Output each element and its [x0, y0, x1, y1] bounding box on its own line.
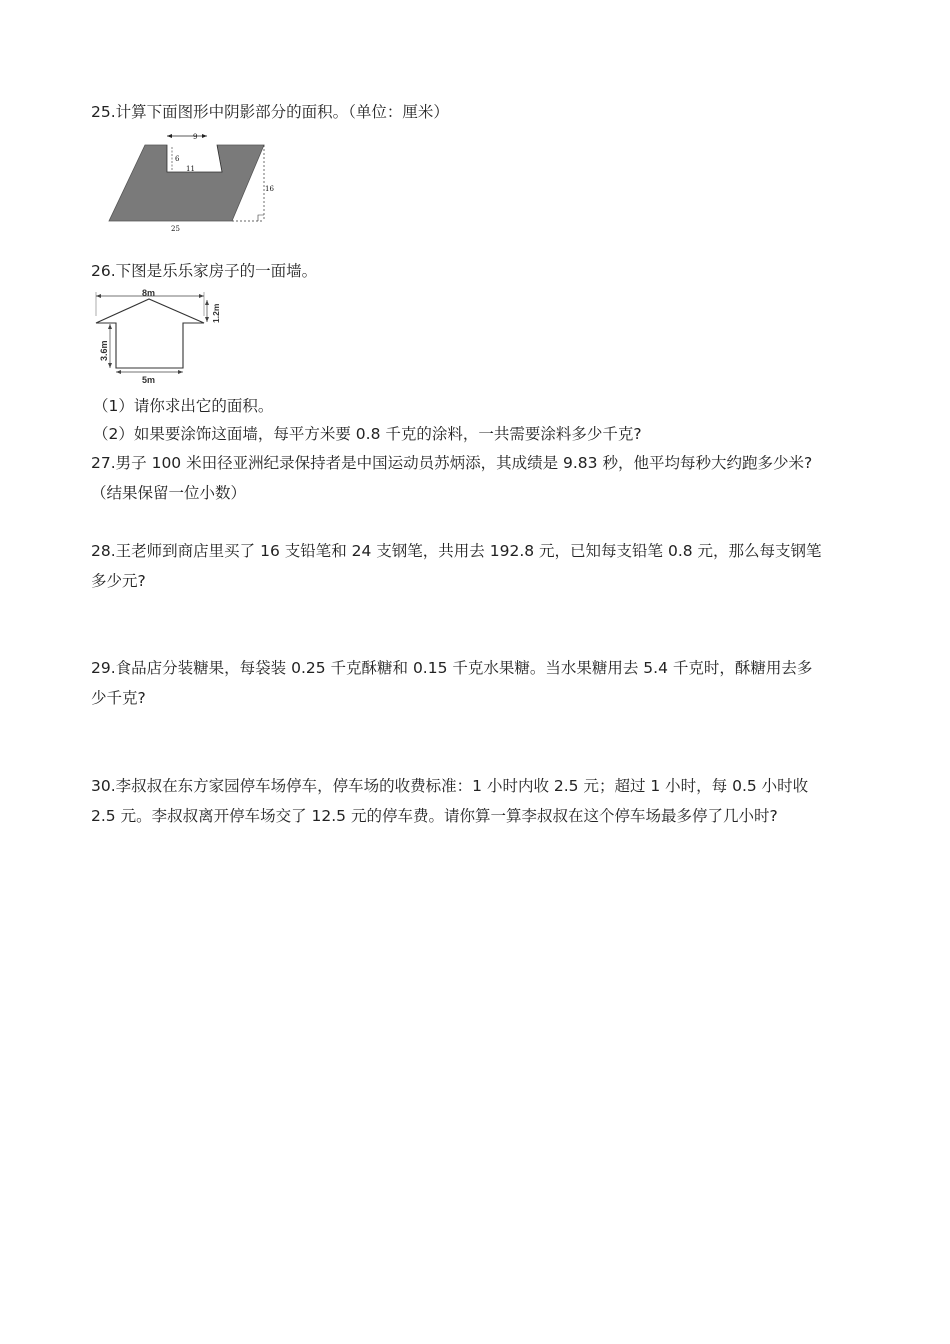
q28-line2: 多少元? [91, 572, 146, 590]
q26-wall-figure [92, 286, 222, 386]
q30-line1: 30.李叔叔在东方家园停车场停车，停车场的收费标准：1 小时内收 2.5 元；超过 1 小时，每 0.5 小时收 [91, 777, 809, 795]
q25-label-height: 16 [265, 185, 274, 193]
q25-parallelogram-figure [100, 128, 275, 236]
q25-label-bottom: 11 [186, 165, 195, 173]
q26-label-height: 3.6m [99, 340, 109, 361]
q30-line2: 2.5 元。李叔叔离开停车场交了 12.5 元的停车费。请你算一算李叔叔在这个停车场最多停了几小时? [91, 807, 778, 825]
q27-line1: 27.男子 100 米田径亚洲纪录保持者是中国运动员苏炳添，其成绩是 9.83 秒，他平均每秒大约跑多少米? [91, 454, 813, 472]
q25-text: 25.计算下面图形中阴影部分的面积。（单位：厘米） [91, 103, 449, 121]
q25-label-depth: 6 [175, 155, 180, 163]
q26-label-roof: 1.2m [211, 303, 221, 323]
q25-label-base: 25 [171, 225, 180, 233]
q27-line2: （结果保留一位小数） [91, 484, 247, 502]
q26-sub2: （2）如果要涂饰这面墙，每平方米要 0.8 千克的涂料，一共需要涂料多少千克? [93, 425, 642, 443]
q28-line1: 28.王老师到商店里买了 16 支铅笔和 24 支钢笔，共用去 192.8 元，已知每支铅笔 0.8 元，那么每支钢笔 [91, 542, 822, 560]
q26-sub1: （1）请你求出它的面积。 [93, 397, 274, 415]
q26-label-base: 5m [142, 375, 156, 385]
q25-label-top: 9 [193, 133, 198, 141]
q29-line2: 少千克? [91, 689, 146, 707]
q26-label-width: 8m [142, 288, 156, 298]
q29-line1: 29.食品店分装糖果，每袋装 0.25 千克酥糖和 0.15 千克水果糖。当水果糖用去 5.4 千克时，酥糖用去多 [91, 659, 813, 677]
q26-text: 26.下图是乐乐家房子的一面墙。 [91, 262, 318, 280]
